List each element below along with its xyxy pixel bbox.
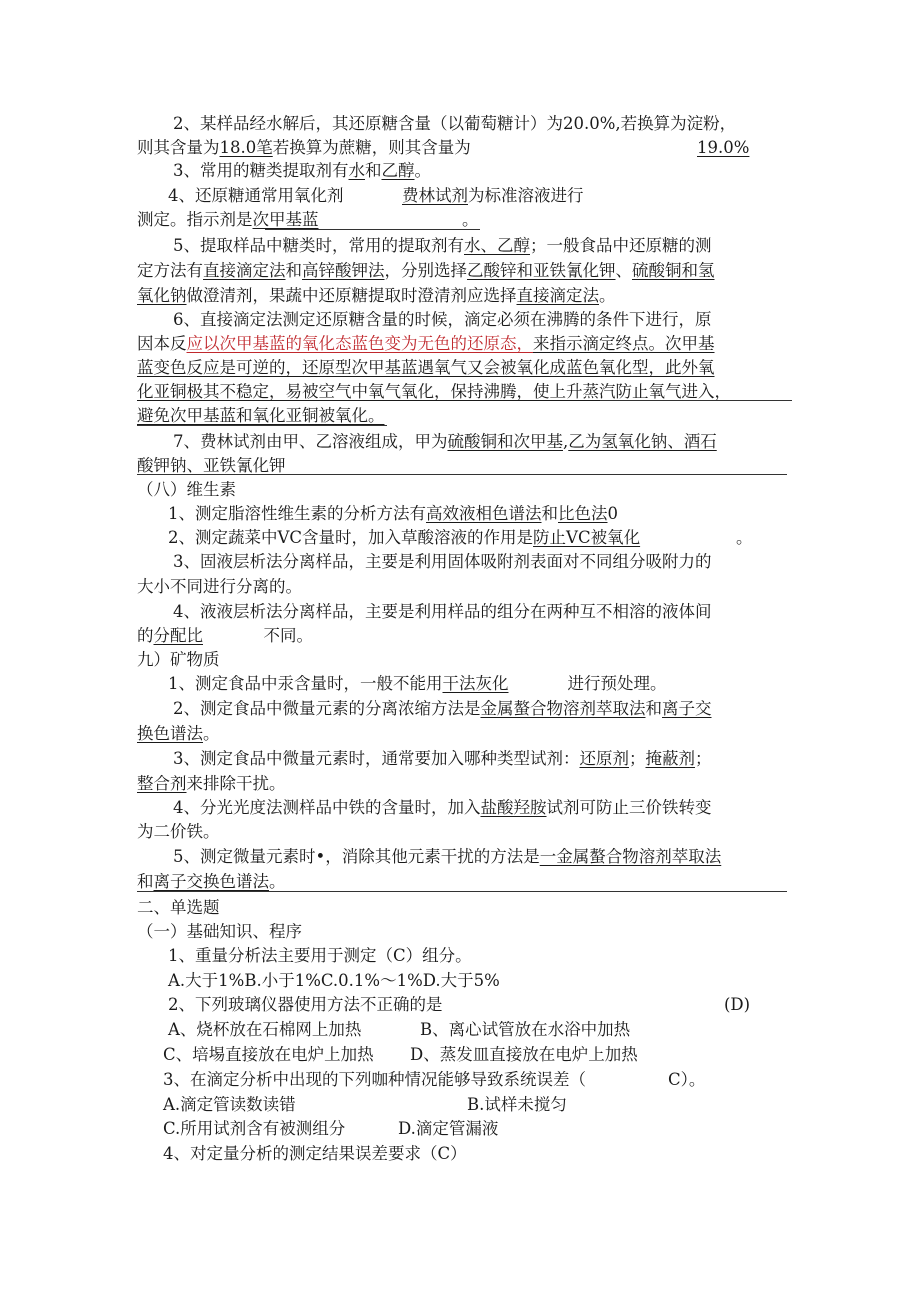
answer: 蓝变色反应是可逆的，还原型次甲基蓝遇氧气又会被氧化成蓝色氧化型，此外氧 — [137, 358, 715, 377]
answer: 直接滴定法 — [203, 261, 286, 280]
sugar-q3 — [173, 159, 431, 182]
answer: 化亚铜极其不稳定，易被空气中氧气氧化，保持沸腾，使上升蒸汽防止氧气进入， — [137, 382, 731, 401]
text: 5、测定微量元素时•，消除其他元素干扰的方法是 — [173, 847, 540, 866]
answer: 干法灰化 — [442, 674, 509, 693]
answer: 离子交换色谱法 — [153, 872, 269, 891]
single-q2-answer — [724, 993, 750, 1016]
text: C.所用试剂含有被测组分 — [163, 1119, 346, 1138]
text: 为二价铁。 — [137, 822, 220, 841]
answer: 氧化钠 — [137, 286, 187, 305]
vitamin-q2-end — [736, 526, 753, 549]
answer: 水 — [348, 161, 365, 180]
text: ，分别选择 — [384, 261, 467, 280]
answer: 还原剂 — [579, 749, 629, 768]
answer: 高锌酸钾法 — [302, 261, 385, 280]
answer: 金属螯合物溶剂萃取法 — [480, 699, 646, 718]
mineral-q3-line1 — [173, 747, 712, 770]
heading: 二、单选题 — [137, 898, 220, 917]
single-q3-stem — [163, 1068, 586, 1091]
text: 进行预处理。 — [567, 674, 667, 693]
answer: 掩蔽剂 — [645, 749, 695, 768]
sugar-q4-line1 — [168, 184, 344, 207]
sugar-q2-answer2 — [697, 136, 749, 159]
text: D.滴定管漏液 — [398, 1119, 499, 1138]
sugar-q7-line1 — [173, 430, 717, 453]
text: 1、测定食品中汞含量时，一般不能用 — [168, 674, 443, 693]
sugar-q4-end — [462, 208, 479, 231]
text: A.大于1%B.小于1%C.0.1%～1%D.大于5% — [168, 971, 500, 990]
single-q3-option-a — [163, 1093, 296, 1116]
text: 和 — [285, 261, 302, 280]
vitamin-q2 — [168, 526, 640, 549]
text: 的 — [137, 626, 154, 645]
text: ；一般食品中还原糖的测 — [530, 236, 712, 255]
text: 4、分光光度法测样品中铁的含量时，加入 — [173, 798, 481, 817]
answer: 一金属螯合物溶剂萃取法 — [539, 847, 722, 866]
answer: 硫酸铜和氢 — [632, 261, 715, 280]
divider — [600, 400, 792, 401]
text: 定方法有 — [137, 261, 203, 280]
text: B、离心试管放在水浴中加热 — [420, 1020, 631, 1039]
vitamin-q3-line2 — [137, 575, 302, 598]
sugar-q4-line2 — [137, 208, 453, 231]
section-subheading-basics — [137, 920, 302, 943]
answer: 避免次甲基蓝和氧化亚铜被氧化。 — [137, 406, 385, 425]
answer: 换色谱法 — [137, 724, 203, 743]
text: 做澄清剂，果蔬中还原糖提取时澄清剂应选择 — [186, 286, 517, 305]
text: 5、提取样品中糖类时，常用的提取剂有 — [173, 236, 464, 255]
text: 则其含量为 — [137, 138, 220, 157]
vitamin-q4-line2 — [137, 624, 313, 647]
text: 2、测定食品中微量元素的分离浓缩方法是 — [173, 699, 481, 718]
single-q2-option-c — [163, 1043, 374, 1066]
text: D、蒸发皿直接放在电炉上加热 — [410, 1045, 638, 1064]
answer: 次甲基蓝 — [252, 210, 319, 229]
text: 大小不同进行分离的。 — [137, 577, 302, 596]
text: 、 — [615, 261, 632, 280]
text: A.滴定管读数读错 — [163, 1095, 296, 1114]
answer: 比色法 — [558, 504, 608, 523]
single-q3-option-b — [467, 1093, 567, 1116]
sugar-q6-line2 — [137, 332, 715, 355]
mineral-q2-line1 — [173, 697, 712, 720]
text: A、烧杯放在石棉网上加热 — [168, 1020, 362, 1039]
answer: 整合剂 — [137, 774, 187, 793]
text: 3、常用的糖类提取剂有 — [173, 161, 349, 180]
text: 1、重量分析法主要用于测定（C）组分。 — [168, 946, 472, 965]
text: 试剂可防止三价铁转变 — [546, 798, 712, 817]
answer: 来指示滴定终点。次甲基 — [533, 334, 715, 353]
single-q2-option-a — [168, 1018, 361, 1041]
single-q3-option-d — [398, 1117, 498, 1140]
sugar-q6-line5 — [137, 404, 385, 427]
text: 3、在滴定分析中出现的下列咖种情况能够导致系统误差（ — [163, 1070, 586, 1089]
text: 。 — [269, 872, 286, 891]
text: 2、测定蔬菜中VC含量时，加入草酸溶液的作用是 — [168, 528, 534, 547]
vitamin-q4-line1 — [173, 600, 712, 623]
text: 和 — [365, 161, 382, 180]
sugar-q6-line1 — [173, 308, 712, 331]
text: C、培埸直接放在电炉上加热 — [163, 1045, 374, 1064]
answer: C）。 — [668, 1070, 706, 1089]
text: , — [563, 432, 569, 451]
mineral-q1 — [168, 672, 667, 695]
answer: 乙醇 — [381, 161, 415, 180]
mineral-q2-line2 — [137, 722, 220, 745]
text: B.试样未搅匀 — [467, 1095, 567, 1114]
answer: 18.0笔 — [219, 138, 273, 157]
text: 4、液液层析法分离样品，主要是利用样品的组分在两种互不相溶的液体间 — [173, 602, 712, 621]
text: 。 — [599, 286, 616, 305]
single-q4-stem — [163, 1142, 467, 1165]
answer-highlight: 应以次甲基蓝的氧化态蓝色变为无色的还原态， — [186, 334, 533, 353]
text: 3、固液层析法分离样品，主要是利用固体吸附剂表面对不同组分吸附力的 — [173, 552, 712, 571]
sugar-q5-line1 — [173, 234, 712, 257]
divider — [137, 891, 787, 892]
single-q3-answer — [668, 1068, 705, 1091]
text: 来排除干扰。 — [186, 774, 286, 793]
text: 4、还原糖通常用氧化剂 — [168, 186, 344, 205]
text: ； — [629, 749, 646, 768]
answer: 硫酸铜和次甲基 — [447, 432, 563, 451]
text: 不同。 — [263, 626, 313, 645]
text: 0 — [607, 504, 618, 523]
text: 。 — [462, 210, 479, 229]
mineral-q5-line2 — [137, 870, 286, 893]
answer: 费林试剂 — [402, 186, 468, 205]
answer: 离子交 — [662, 699, 712, 718]
single-q1-stem — [168, 944, 472, 967]
single-q1-options — [168, 969, 500, 992]
vitamin-q1 — [168, 502, 618, 525]
section-heading-vitamin — [137, 478, 236, 501]
text: 为标准溶液进行 — [468, 186, 584, 205]
single-q2-stem — [168, 993, 443, 1016]
text: 若换算为蔗糖，则其含量为 — [272, 138, 471, 157]
heading: 九）矿物质 — [137, 650, 220, 669]
text: 。 — [736, 528, 753, 547]
single-q3-option-c — [163, 1117, 345, 1140]
sugar-q5-line3 — [137, 284, 616, 307]
answer: 19.0% — [697, 138, 750, 157]
sugar-q2-line2 — [137, 136, 471, 159]
divider — [137, 474, 787, 475]
answer: 酸钾钠、亚铁氰化钾 — [137, 456, 286, 475]
section-heading-mineral — [137, 648, 220, 671]
answer: (D) — [724, 995, 751, 1014]
sugar-q2-line1 — [173, 112, 736, 135]
answer: 乙酸锌和亚铁氰化钾 — [467, 261, 616, 280]
text: 。 — [414, 161, 431, 180]
sugar-q5-line2 — [137, 259, 715, 282]
text: 测定。指示剂是 — [137, 210, 253, 229]
text: 和 — [541, 504, 558, 523]
text: 6、直接滴定法测定还原糖含量的时候，滴定必须在沸腾的条件下进行，原 — [173, 310, 712, 329]
section-heading-single-choice — [137, 896, 220, 919]
vitamin-q3-line1 — [173, 550, 712, 573]
single-q2-option-d — [410, 1043, 638, 1066]
answer: 乙为氢氧化钠、酒石 — [568, 432, 717, 451]
sugar-q6-line3 — [137, 356, 715, 379]
text: 和 — [137, 872, 154, 891]
heading: （八）维生素 — [137, 480, 236, 499]
text: 2、某样品经水解后，其还原糖含量（以葡萄糖计）为20.0%,若换算为淀粉， — [173, 114, 737, 133]
heading: （一）基础知识、程序 — [137, 922, 302, 941]
text: 。 — [203, 724, 220, 743]
single-q2-option-b — [420, 1018, 630, 1041]
text: 和 — [645, 699, 662, 718]
mineral-q4-line1 — [173, 796, 712, 819]
text: 2、下列玻璃仪器使用方法不正确的是 — [168, 995, 443, 1014]
text: 3、测定食品中微量元素时，通常要加入哪种类型试剂： — [173, 749, 580, 768]
text: ； — [695, 749, 712, 768]
sugar-q4-answer1 — [402, 184, 584, 207]
text: 因本反 — [137, 334, 187, 353]
mineral-q3-line2 — [137, 772, 286, 795]
divider — [265, 229, 480, 230]
mineral-q4-line2 — [137, 820, 220, 843]
answer: 高效液相色谱法 — [426, 504, 542, 523]
answer: 盐酸羟胺 — [480, 798, 547, 817]
answer: 防止VC被氧化 — [533, 528, 641, 547]
text: 4、对定量分析的测定结果误差要求（C） — [163, 1144, 467, 1163]
mineral-q5-line1 — [173, 845, 721, 868]
answer: 直接滴定法 — [516, 286, 599, 305]
answer: 分配比 — [153, 626, 203, 645]
text: 7、费林试剂由甲、乙溶液组成，甲为 — [173, 432, 448, 451]
text: 1、测定脂溶性维生素的分析方法有 — [168, 504, 426, 523]
divider — [137, 425, 387, 426]
answer: 水、乙醇 — [464, 236, 530, 255]
